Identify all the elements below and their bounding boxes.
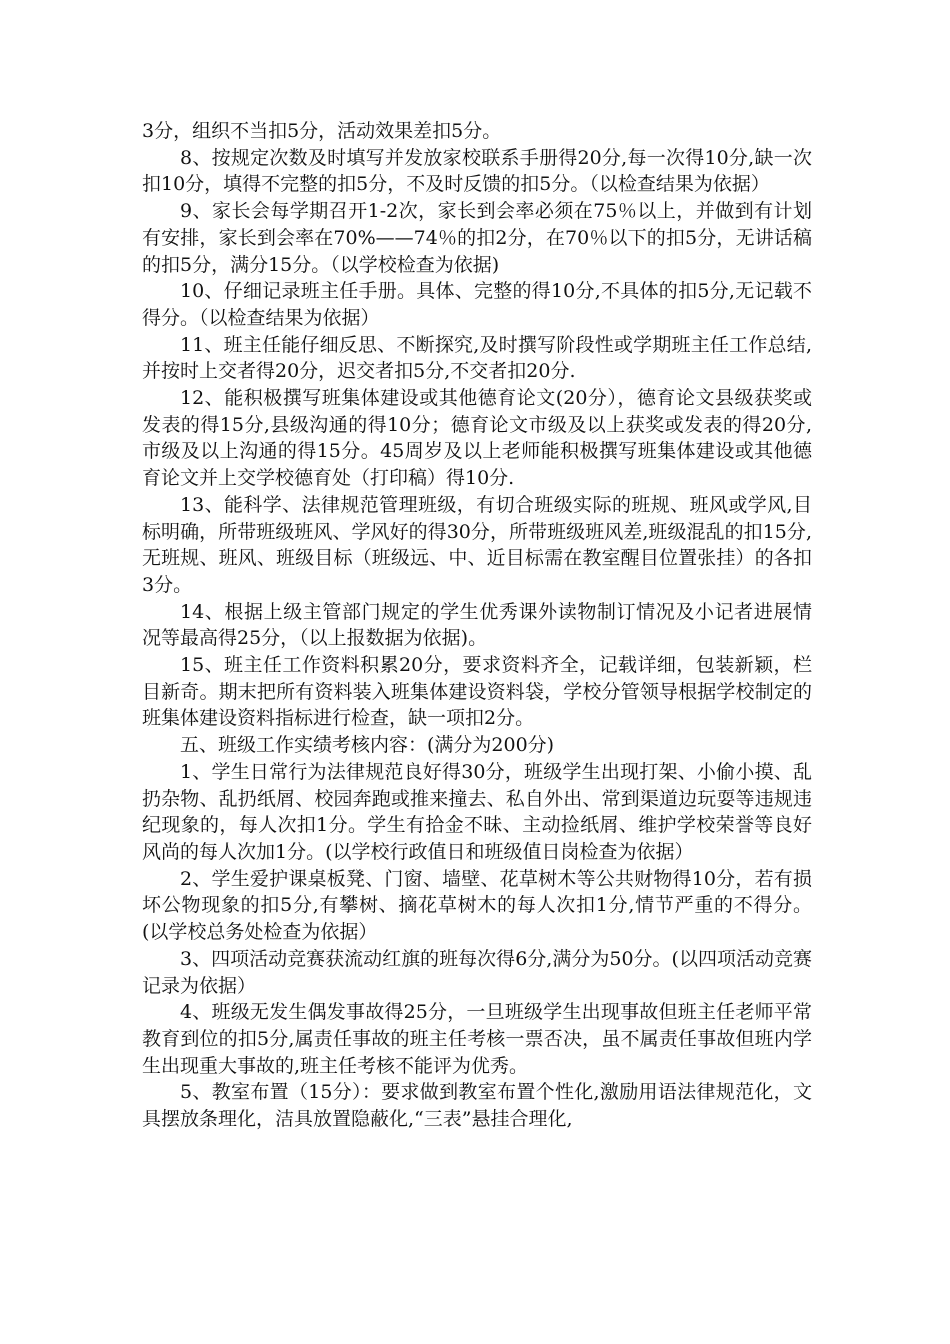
section-heading: 五、班级工作实绩考核内容：(满分为200分) (180, 734, 555, 757)
paragraph: 12、能积极撰写班集体建设或其他德育论文(20分），德育论文县级获奖或发表的得15分,县级沟通的得10分；德育论文市级及以上获奖或发表的得20分,市级及以上沟通的得15分。45周岁及以上老师能积极撰写班集体建设或其他德育论文并上交学校德育处（打印稿）得10分. (142, 387, 812, 490)
paragraph: 3分，组织不当扣5分，活动效果差扣5分。 (142, 120, 502, 142)
paragraph: 10、仔细记录班主任手册。具体、完整的得10分,不具体的扣5分,无记载不得分。（以检查结果为依据） (142, 280, 812, 329)
paragraph: 11、班主任能仔细反思、不断探究,及时撰写阶段性或学期班主任工作总结,并按时上交者得20分，迟交者扣5分,不交者扣20分. (142, 333, 812, 383)
paragraph: 3、四项活动竞赛获流动红旗的班每次得6分,满分为50分。(以四项活动竞赛记录为依据） (142, 947, 812, 997)
paragraph: 2、学生爱护课桌板凳、门窗、墙壁、花草树木等公共财物得10分，若有损坏公物现象的扣5分,有攀树、摘花草树木的每人次扣1分,情节严重的不得分。(以学校总务处检查为依据） (142, 867, 812, 944)
paragraph: 4、班级无发生偶发事故得25分，一旦班级学生出现事故但班主任老师平常教育到位的扣5分,属责任事故的班主任考核一票否决，虽不属责任事故但班内学生出现重大事故的,班主任考核不能评为优秀。 (142, 1001, 812, 1077)
paragraph: 1、学生日常行为法律规范良好得30分，班级学生出现打架、小偷小摸、乱扔杂物、乱扔纸屑、校园奔跑或推来撞去、私自外出、常到渠道边玩耍等违规违纪现象的，每人次扣1分。学生有拾金不昧、主动捡纸屑、维护学校荣誉等良好风尚的每人次加1分。(以学校行政值日和班级值日岗检查为依据） (142, 760, 812, 863)
paragraph: 14、根据上级主管部门规定的学生优秀课外读物制订情况及小记者进展情况等最高得25分，（以上报数据为依据)。 (142, 600, 812, 650)
document-page (142, 118, 812, 1133)
paragraph: 13、能科学、法律规范管理班级，有切合班级实际的班规、班风或学风,目标明确，所带班级班风、学风好的得30分，所带班级班风差,班级混乱的扣15分,无班规、班风、班级目标（班级远、中、近目标需在教室醒目位置张挂）的各扣3分。 (142, 493, 812, 596)
paragraph: 9、家长会每学期召开1-2次，家长到会率必须在75％以上，并做到有计划有安排，家长到会率在70%——74％的扣2分，在70％以下的扣5分，无讲话稿的扣5分，满分15分。（以学校检查为依据) (142, 200, 812, 276)
paragraph: 5、教室布置（15分）：要求做到教室布置个性化,激励用语法律规范化，文具摆放条理化，洁具放置隐蔽化,“三表”悬挂合理化, (142, 1081, 812, 1131)
paragraph: 8、按规定次数及时填写并发放家校联系手册得20分,每一次得10分,缺一次扣10分，填得不完整的扣5分，不及时反馈的扣5分。（以检查结果为依据） (142, 146, 812, 196)
paragraph: 15、班主任工作资料积累20分，要求资料齐全，记载详细，包装新颖，栏目新奇。期末把所有资料装入班集体建设资料袋，学校分管领导根据学校制定的班集体建设资料指标进行检查，缺一项扣2分。 (142, 654, 812, 730)
